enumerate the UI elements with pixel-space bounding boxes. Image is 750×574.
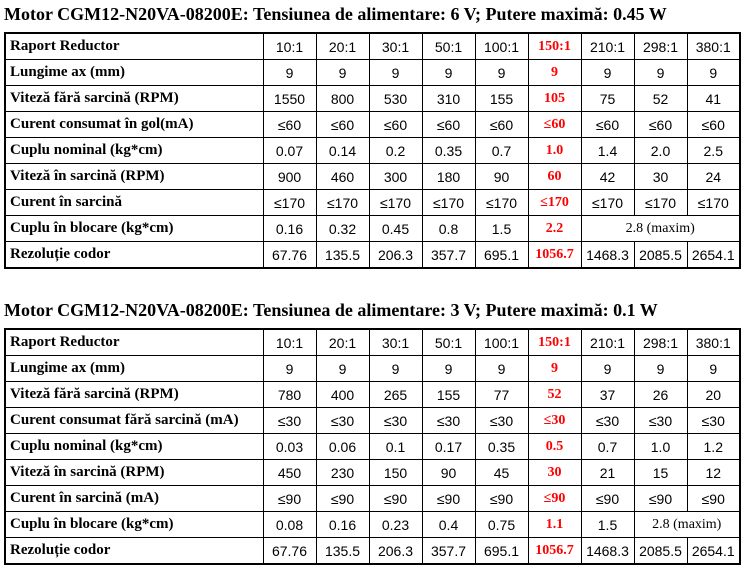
value-cell: ≤170 [316, 190, 369, 216]
value-cell: 12 [687, 460, 740, 486]
value-cell: 1468.3 [581, 242, 634, 269]
table-row [5, 329, 740, 356]
value-cell: 380:1 [687, 329, 740, 356]
value-cell: ≤30 [422, 408, 475, 434]
value-cell: 9 [581, 60, 634, 86]
value-cell: 2.0 [634, 138, 687, 164]
value-cell: 0.14 [316, 138, 369, 164]
value-cell: 100:1 [475, 329, 528, 356]
value-cell: ≤90 [422, 486, 475, 512]
value-cell: ≤30 [263, 408, 316, 434]
value-cell: 1.5 [475, 216, 528, 242]
value-cell: 0.7 [475, 138, 528, 164]
value-cell: ≤60 [369, 112, 422, 138]
table-row [5, 60, 740, 86]
value-cell: 155 [422, 382, 475, 408]
value-cell: 10:1 [263, 329, 316, 356]
value-cell: 300 [369, 164, 422, 190]
value-cell: 30:1 [369, 329, 422, 356]
value-cell: 2.5 [687, 138, 740, 164]
value-cell: 150:1 [528, 329, 581, 356]
row-label: Raport Reductor [5, 329, 263, 356]
value-cell: ≤60 [422, 112, 475, 138]
motor-section-3v [4, 299, 750, 565]
value-cell: 0.17 [422, 434, 475, 460]
value-cell: ≤60 [528, 112, 581, 138]
row-label: Lungime ax (mm) [5, 356, 263, 382]
value-cell: ≤30 [369, 408, 422, 434]
value-cell: 180 [422, 164, 475, 190]
value-cell: ≤90 [263, 486, 316, 512]
value-cell: 1550 [263, 86, 316, 112]
table-row [5, 434, 740, 460]
value-cell: 9 [634, 356, 687, 382]
value-cell: ≤170 [687, 190, 740, 216]
value-cell: 2654.1 [687, 538, 740, 565]
value-cell: 357.7 [422, 242, 475, 269]
table-row [5, 486, 740, 512]
value-cell: 0.08 [263, 512, 316, 538]
table-row [5, 190, 740, 216]
table-row [5, 242, 740, 269]
value-cell: 50:1 [422, 33, 475, 60]
value-cell: 1.2 [687, 434, 740, 460]
table-row [5, 138, 740, 164]
value-cell: 0.4 [422, 512, 475, 538]
value-cell: 9 [581, 356, 634, 382]
value-cell: 1.0 [528, 138, 581, 164]
value-cell: 26 [634, 382, 687, 408]
row-label: Lungime ax (mm) [5, 60, 263, 86]
value-cell: 90 [422, 460, 475, 486]
value-cell: 0.07 [263, 138, 316, 164]
spec-table [4, 32, 741, 269]
value-cell: 9 [634, 60, 687, 86]
value-cell: 0.35 [475, 434, 528, 460]
value-cell: 42 [581, 164, 634, 190]
row-label: Rezoluție codor [5, 538, 263, 565]
row-label: Viteză fără sarcină (RPM) [5, 382, 263, 408]
value-cell: ≤30 [687, 408, 740, 434]
value-cell: 150 [369, 460, 422, 486]
value-cell: ≤90 [687, 486, 740, 512]
value-cell: 230 [316, 460, 369, 486]
value-cell: 20 [687, 382, 740, 408]
table-row [5, 460, 740, 486]
value-cell: ≤170 [263, 190, 316, 216]
value-cell: ≤60 [634, 112, 687, 138]
value-cell: 530 [369, 86, 422, 112]
value-cell: ≤60 [263, 112, 316, 138]
value-cell: 0.2 [369, 138, 422, 164]
value-cell: 24 [687, 164, 740, 190]
value-cell: 0.45 [369, 216, 422, 242]
value-cell: 0.35 [422, 138, 475, 164]
value-cell: 1.5 [581, 512, 634, 538]
value-cell: ≤90 [369, 486, 422, 512]
value-cell: 9 [369, 356, 422, 382]
value-cell: 0.06 [316, 434, 369, 460]
table-row [5, 538, 740, 565]
value-cell: 0.03 [263, 434, 316, 460]
value-cell: 9 [475, 60, 528, 86]
motor-section-6v [4, 3, 750, 269]
value-cell: 9 [369, 60, 422, 86]
value-cell: 9 [687, 60, 740, 86]
merged-value-cell: 2.8 (maxim) [581, 216, 740, 242]
table-row [5, 408, 740, 434]
table-row [5, 86, 740, 112]
table-row [5, 33, 740, 60]
value-cell: 900 [263, 164, 316, 190]
table-row [5, 382, 740, 408]
value-cell: 75 [581, 86, 634, 112]
value-cell: 0.8 [422, 216, 475, 242]
value-cell: 9 [263, 356, 316, 382]
value-cell: 400 [316, 382, 369, 408]
value-cell: ≤60 [581, 112, 634, 138]
value-cell: 0.7 [581, 434, 634, 460]
row-label: Curent consumat fără sarcină (mA) [5, 408, 263, 434]
table-row [5, 164, 740, 190]
value-cell: 206.3 [369, 242, 422, 269]
value-cell: 9 [422, 356, 475, 382]
value-cell: 265 [369, 382, 422, 408]
value-cell: 2.2 [528, 216, 581, 242]
value-cell: 9 [263, 60, 316, 86]
value-cell: 0.5 [528, 434, 581, 460]
value-cell: ≤30 [528, 408, 581, 434]
value-cell: 1.0 [634, 434, 687, 460]
value-cell: ≤170 [528, 190, 581, 216]
value-cell: 206.3 [369, 538, 422, 565]
row-label: Curent consumat în gol(mA) [5, 112, 263, 138]
value-cell: 135.5 [316, 538, 369, 565]
table-title: Motor CGM12-N20VA-08200E: Tensiunea de alimentare: 6 V; Putere maximă: 0.45 W [4, 4, 667, 24]
value-cell: 1.4 [581, 138, 634, 164]
value-cell: 460 [316, 164, 369, 190]
value-cell: 135.5 [316, 242, 369, 269]
value-cell: ≤170 [369, 190, 422, 216]
value-cell: 1.1 [528, 512, 581, 538]
value-cell: 357.7 [422, 538, 475, 565]
value-cell: 67.76 [263, 242, 316, 269]
table-row [5, 356, 740, 382]
value-cell: ≤30 [634, 408, 687, 434]
value-cell: 20:1 [316, 33, 369, 60]
row-label: Curent în sarcină (mA) [5, 486, 263, 512]
value-cell: ≤90 [634, 486, 687, 512]
value-cell: 30 [634, 164, 687, 190]
value-cell: ≤90 [581, 486, 634, 512]
value-cell: 100:1 [475, 33, 528, 60]
table-row [5, 112, 740, 138]
value-cell: 67.76 [263, 538, 316, 565]
row-label: Curent în sarcină [5, 190, 263, 216]
value-cell: 150:1 [528, 33, 581, 60]
value-cell: ≤90 [475, 486, 528, 512]
value-cell: ≤90 [528, 486, 581, 512]
value-cell: 37 [581, 382, 634, 408]
value-cell: 9 [475, 356, 528, 382]
value-cell: 9 [528, 60, 581, 86]
value-cell: 52 [528, 382, 581, 408]
value-cell: 21 [581, 460, 634, 486]
spec-table [4, 328, 741, 565]
row-label: Viteză fără sarcină (RPM) [5, 86, 263, 112]
value-cell: 450 [263, 460, 316, 486]
value-cell: 0.32 [316, 216, 369, 242]
row-label: Rezoluție codor [5, 242, 263, 269]
value-cell: 2085.5 [634, 242, 687, 269]
row-label: Cuplu nominal (kg*cm) [5, 138, 263, 164]
merged-value-cell: 2.8 (maxim) [634, 512, 740, 538]
value-cell: 9 [316, 356, 369, 382]
value-cell: 155 [475, 86, 528, 112]
value-cell: ≤30 [581, 408, 634, 434]
value-cell: 15 [634, 460, 687, 486]
row-label: Viteză în sarcină (RPM) [5, 164, 263, 190]
value-cell: 52 [634, 86, 687, 112]
row-label: Viteză în sarcină (RPM) [5, 460, 263, 486]
value-cell: 310 [422, 86, 475, 112]
table-row [5, 512, 740, 538]
value-cell: ≤170 [422, 190, 475, 216]
table-row [5, 216, 740, 242]
value-cell: 0.1 [369, 434, 422, 460]
value-cell: 9 [422, 60, 475, 86]
value-cell: 695.1 [475, 242, 528, 269]
value-cell: 30:1 [369, 33, 422, 60]
value-cell: 695.1 [475, 538, 528, 565]
value-cell: ≤60 [316, 112, 369, 138]
value-cell: 1056.7 [528, 242, 581, 269]
value-cell: ≤170 [475, 190, 528, 216]
value-cell: 90 [475, 164, 528, 190]
value-cell: ≤170 [581, 190, 634, 216]
value-cell: 298:1 [634, 33, 687, 60]
value-cell: 60 [528, 164, 581, 190]
value-cell: ≤30 [316, 408, 369, 434]
row-label: Cuplu în blocare (kg*cm) [5, 216, 263, 242]
value-cell: 0.16 [263, 216, 316, 242]
value-cell: ≤60 [475, 112, 528, 138]
value-cell: 2654.1 [687, 242, 740, 269]
value-cell: 9 [528, 356, 581, 382]
value-cell: 50:1 [422, 329, 475, 356]
value-cell: 105 [528, 86, 581, 112]
value-cell: 41 [687, 86, 740, 112]
row-label: Raport Reductor [5, 33, 263, 60]
value-cell: 0.23 [369, 512, 422, 538]
value-cell: 0.75 [475, 512, 528, 538]
value-cell: ≤90 [316, 486, 369, 512]
value-cell: 1468.3 [581, 538, 634, 565]
value-cell: ≤170 [634, 190, 687, 216]
value-cell: 9 [316, 60, 369, 86]
row-label: Cuplu nominal (kg*cm) [5, 434, 263, 460]
value-cell: 800 [316, 86, 369, 112]
value-cell: 10:1 [263, 33, 316, 60]
value-cell: 210:1 [581, 33, 634, 60]
value-cell: 210:1 [581, 329, 634, 356]
value-cell: 0.16 [316, 512, 369, 538]
value-cell: 2085.5 [634, 538, 687, 565]
row-label: Cuplu în blocare (kg*cm) [5, 512, 263, 538]
value-cell: 20:1 [316, 329, 369, 356]
value-cell: 780 [263, 382, 316, 408]
value-cell: 298:1 [634, 329, 687, 356]
value-cell: 1056.7 [528, 538, 581, 565]
value-cell: ≤60 [687, 112, 740, 138]
value-cell: 380:1 [687, 33, 740, 60]
value-cell: 77 [475, 382, 528, 408]
value-cell: ≤30 [475, 408, 528, 434]
value-cell: 9 [687, 356, 740, 382]
value-cell: 45 [475, 460, 528, 486]
value-cell: 30 [528, 460, 581, 486]
table-title: Motor CGM12-N20VA-08200E: Tensiunea de alimentare: 3 V; Putere maximă: 0.1 W [4, 300, 658, 320]
